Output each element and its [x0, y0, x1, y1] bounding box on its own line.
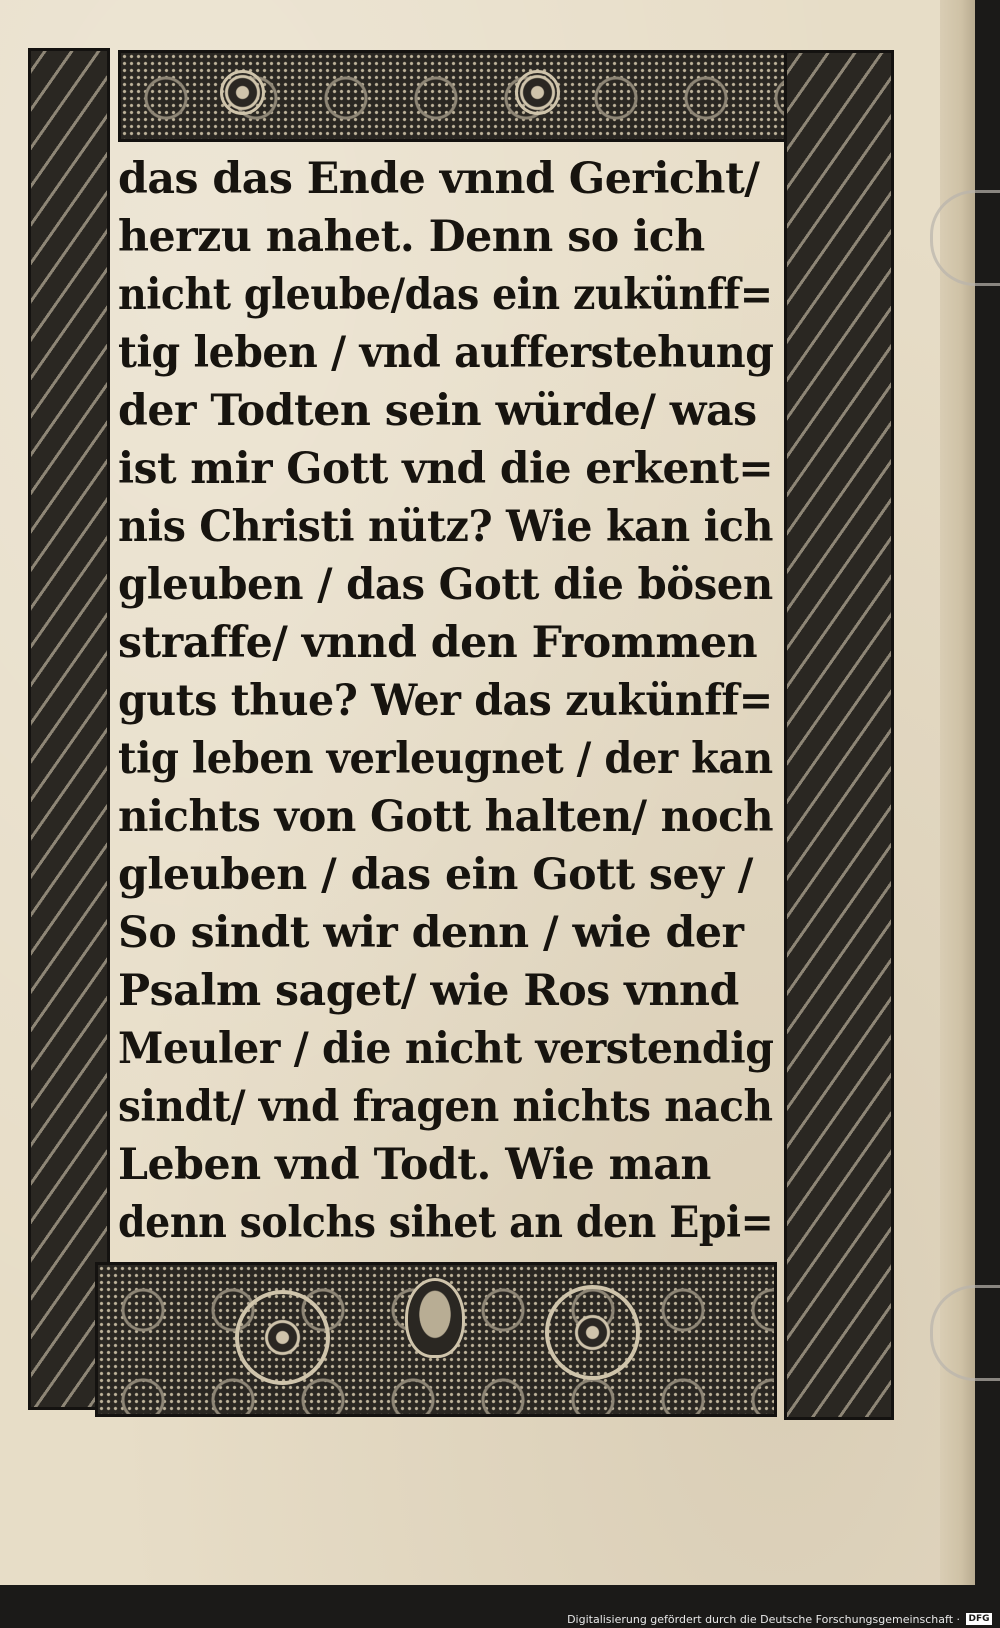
rose-ornament-icon — [545, 1285, 640, 1380]
woodcut-border-right — [784, 50, 894, 1420]
text-line: herzu nahet. Denn so ich — [118, 212, 705, 262]
text-line: gleuben / das Gott die bösen — [118, 560, 773, 610]
text-line: guts thue? Wer das zukünff= — [118, 676, 773, 726]
rose-ornament-icon — [235, 1290, 330, 1385]
text-line: straffe/ vnnd den Frommen — [118, 618, 758, 668]
text-line: Meuler / die nicht verstendig — [118, 1024, 774, 1074]
flower-ornament-icon — [220, 70, 265, 115]
text-line: Leben vnd Todt. Wie man — [118, 1140, 711, 1190]
text-line: tig leben / vnd aufferstehung — [118, 328, 774, 378]
flower-ornament-icon — [515, 70, 560, 115]
face-ornament-icon — [405, 1278, 465, 1358]
text-line: denn solchs sihet an den Epi= — [118, 1198, 774, 1248]
text-line: der Todten sein würde/ was — [118, 386, 757, 436]
text-line: gleuben / das ein Gott sey / — [118, 850, 753, 900]
page-text-block — [118, 148, 778, 1258]
text-line: tig leben verleugnet / der kan — [118, 734, 773, 784]
text-line: das das Ende vnnd Gericht/ — [118, 154, 760, 204]
text-line: nicht gleube/das ein zukünff= — [118, 270, 773, 320]
text-line: So sindt wir denn / wie der — [118, 908, 744, 958]
text-line: sindt/ vnd fragen nichts nach — [118, 1082, 773, 1132]
text-line: nis Christi nütz? Wie kan ich — [118, 502, 773, 552]
text-line: nichts von Gott halten/ noch — [118, 792, 774, 842]
woodcut-border-left — [28, 48, 110, 1410]
dfg-logo: DFG — [966, 1613, 992, 1625]
text-line: ist mir Gott vnd die erkent= — [118, 444, 774, 494]
text-line: Psalm saget/ wie Ros vnnd — [118, 966, 739, 1016]
digitization-credit: Digitalisierung gefördert durch die Deutsche Forschungsgemeinschaft · — [567, 1613, 960, 1626]
